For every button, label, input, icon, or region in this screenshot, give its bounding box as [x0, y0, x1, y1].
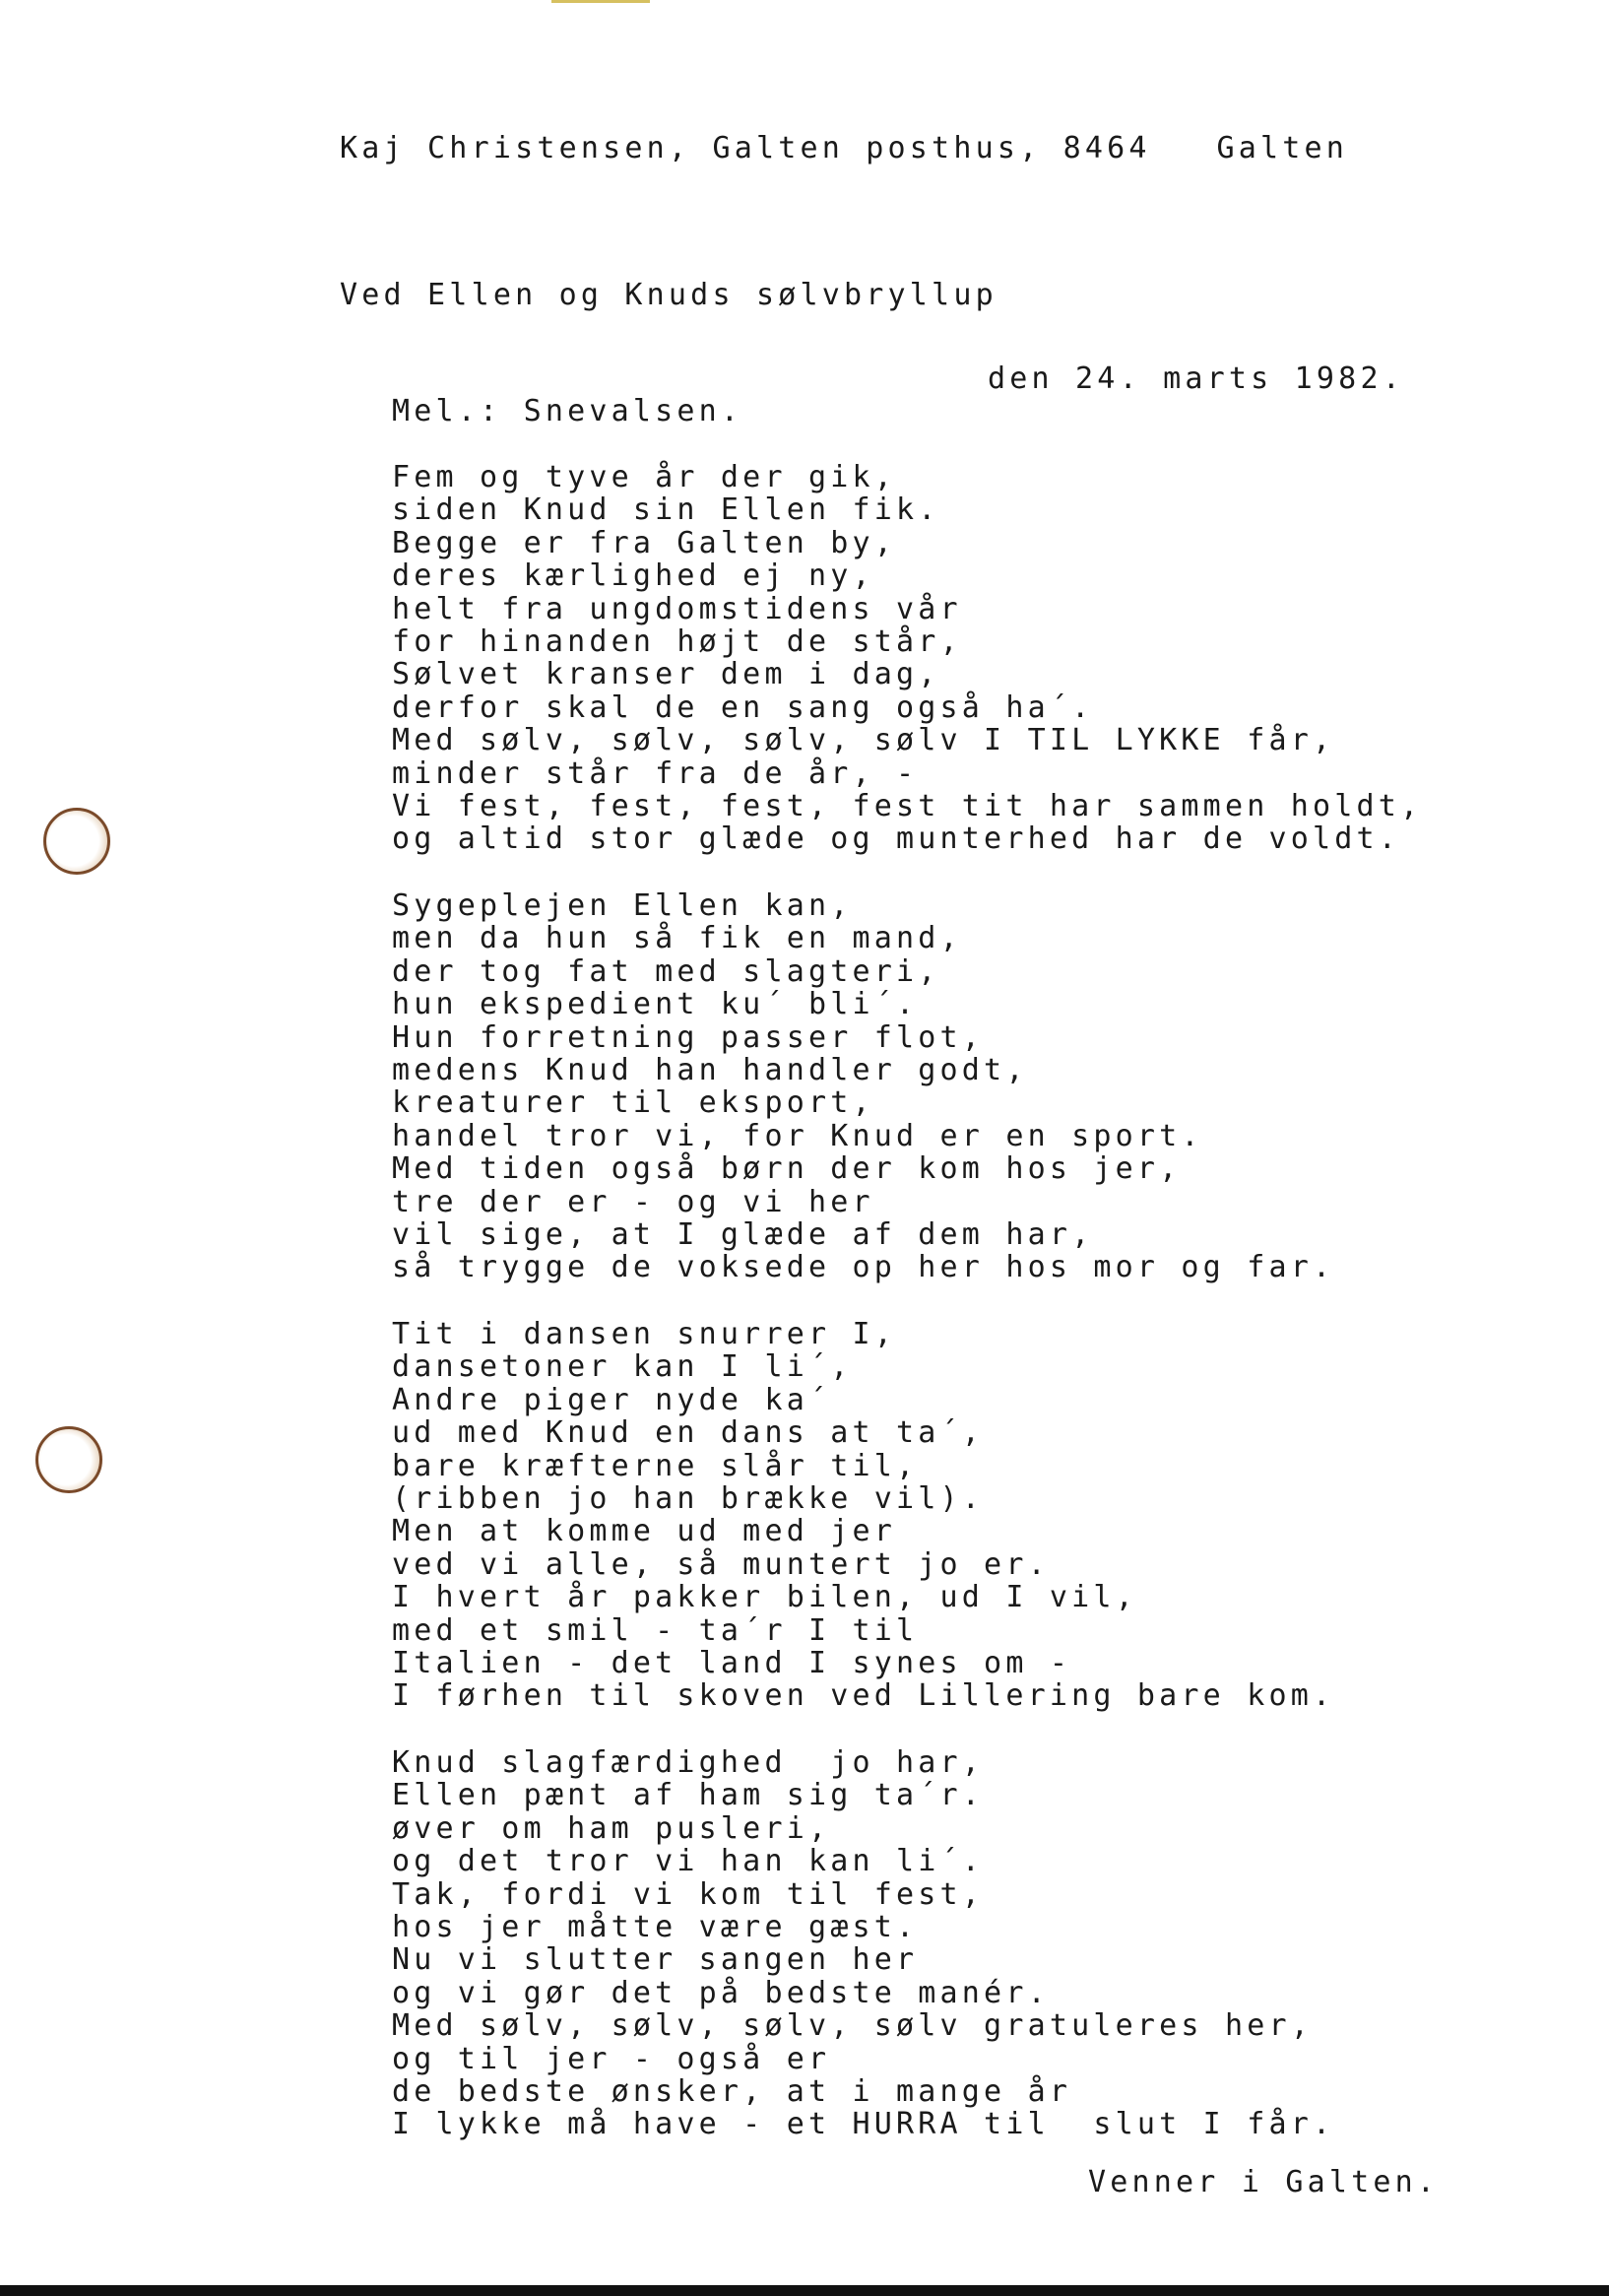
verse-2-line: medens Knud han handler godt, — [392, 1053, 1028, 1087]
punch-hole-upper — [43, 808, 110, 875]
verse-1-line: minder står fra de år, - — [392, 755, 919, 791]
verse-1-line: Begge er fra Galten by, — [392, 525, 897, 560]
verse-2-line: Hun forretning passer flot, — [392, 1019, 985, 1055]
verse-1-line: derfor skal de en sang også ha´. — [392, 689, 1094, 725]
verse-4-line: og det tror vi han kan li´. — [392, 1844, 985, 1879]
verse-3-line: I førhen til skoven ved Lillering bare kom. — [392, 1678, 1335, 1714]
verse-2-line: Sygeplejen Ellen kan, — [392, 888, 853, 923]
verse-2-line: tre der er - og vi her — [392, 1184, 874, 1219]
verse-2-line: der tog fat med slagteri, — [392, 953, 940, 989]
verse-4-line: I lykke må have - et HURRA til slut I får. — [392, 2107, 1335, 2142]
verse-4-line: de bedste ønsker, at i mange år — [392, 2074, 1072, 2109]
verse-1-line: og altid stor glæde og munterhed har de voldt. — [392, 821, 1401, 857]
date-line: den 24. marts 1982. — [988, 361, 1404, 396]
verse-3-line: Tit i dansen snurrer I, — [392, 1317, 897, 1351]
verse-1-line: Fem og tyve år der gik, — [392, 460, 897, 494]
verse-2-line: hun ekspedient ku´ bli´. — [392, 987, 919, 1022]
verse-3-line: I hvert år pakker bilen, ud I vil, — [392, 1580, 1137, 1615]
verse-3-line: Men at komme ud med jer — [392, 1514, 897, 1549]
verse-4-line: øver om ham pusleri, — [392, 1810, 831, 1846]
verse-3-line: (ribben jo han brække vil). — [392, 1481, 985, 1516]
verse-1-line: deres kærlighed ej ny, — [392, 558, 874, 594]
verse-2-line: Med tiden også børn der kom hos jer, — [392, 1151, 1182, 1187]
verse-2-line: men da hun så fik en mand, — [392, 921, 962, 956]
verse-4-line: hos jer måtte være gæst. — [392, 1910, 919, 1944]
verse-2-line: handel tror vi, for Knud er en sport. — [392, 1118, 1203, 1153]
scan-edge — [0, 2285, 1609, 2296]
verse-1-line: helt fra ungdomstidens vår — [392, 591, 962, 626]
paper-mark — [551, 0, 650, 3]
verse-3-line: ved vi alle, så muntert jo er. — [392, 1546, 1050, 1582]
verse-1-line: Med sølv, sølv, sølv, sølv I TIL LYKKE får, — [392, 723, 1335, 758]
verse-3-line: med et smil - ta´r I til — [392, 1612, 919, 1648]
verse-3-line: Italien - det land I synes om - — [392, 1646, 1072, 1680]
verse-2-line: vil sige, at I glæde af dem har, — [392, 1217, 1094, 1252]
verse-4-line: Tak, fordi vi kom til fest, — [392, 1876, 985, 1912]
verse-4-line: Knud slagfærdighed jo har, — [392, 1745, 985, 1780]
verse-3-line: ud med Knud en dans at ta´, — [392, 1415, 985, 1451]
document-title: Ved Ellen og Knuds sølvbryllup — [340, 278, 998, 312]
verse-4-line: og til jer - også er — [392, 2041, 831, 2076]
verse-1-line: Vi fest, fest, fest, fest tit har sammen holdt, — [392, 789, 1423, 823]
signature: Venner i Galten. — [1088, 2165, 1440, 2199]
melody-line: Mel.: Snevalsen. — [392, 394, 743, 428]
verse-4-line: Ellen pænt af ham sig ta´r. — [392, 1778, 985, 1813]
verse-3-line: bare kræfterne slår til, — [392, 1448, 919, 1483]
verse-1-line: Sølvet kranser dem i dag, — [392, 657, 940, 692]
punch-hole-lower — [35, 1426, 102, 1493]
verse-2-line: kreaturer til eksport, — [392, 1085, 874, 1121]
verse-4-line: Nu vi slutter sangen her — [392, 1942, 919, 1978]
verse-2-line: så trygge de voksede op her hos mor og far. — [392, 1250, 1335, 1285]
verse-3-line: Andre piger nyde ka´ — [392, 1382, 831, 1417]
verse-4-line: Med sølv, sølv, sølv, sølv gratuleres her, — [392, 2008, 1313, 2044]
verse-4-line: og vi gør det på bedste manér. — [392, 1975, 1050, 2010]
verse-3-line: dansetoner kan I li´, — [392, 1349, 853, 1385]
verse-1-line: siden Knud sin Ellen fik. — [392, 492, 940, 528]
verse-1-line: for hinanden højt de står, — [392, 624, 962, 659]
sender-line: Kaj Christensen, Galten posthus, 8464 Galten — [340, 131, 1349, 165]
